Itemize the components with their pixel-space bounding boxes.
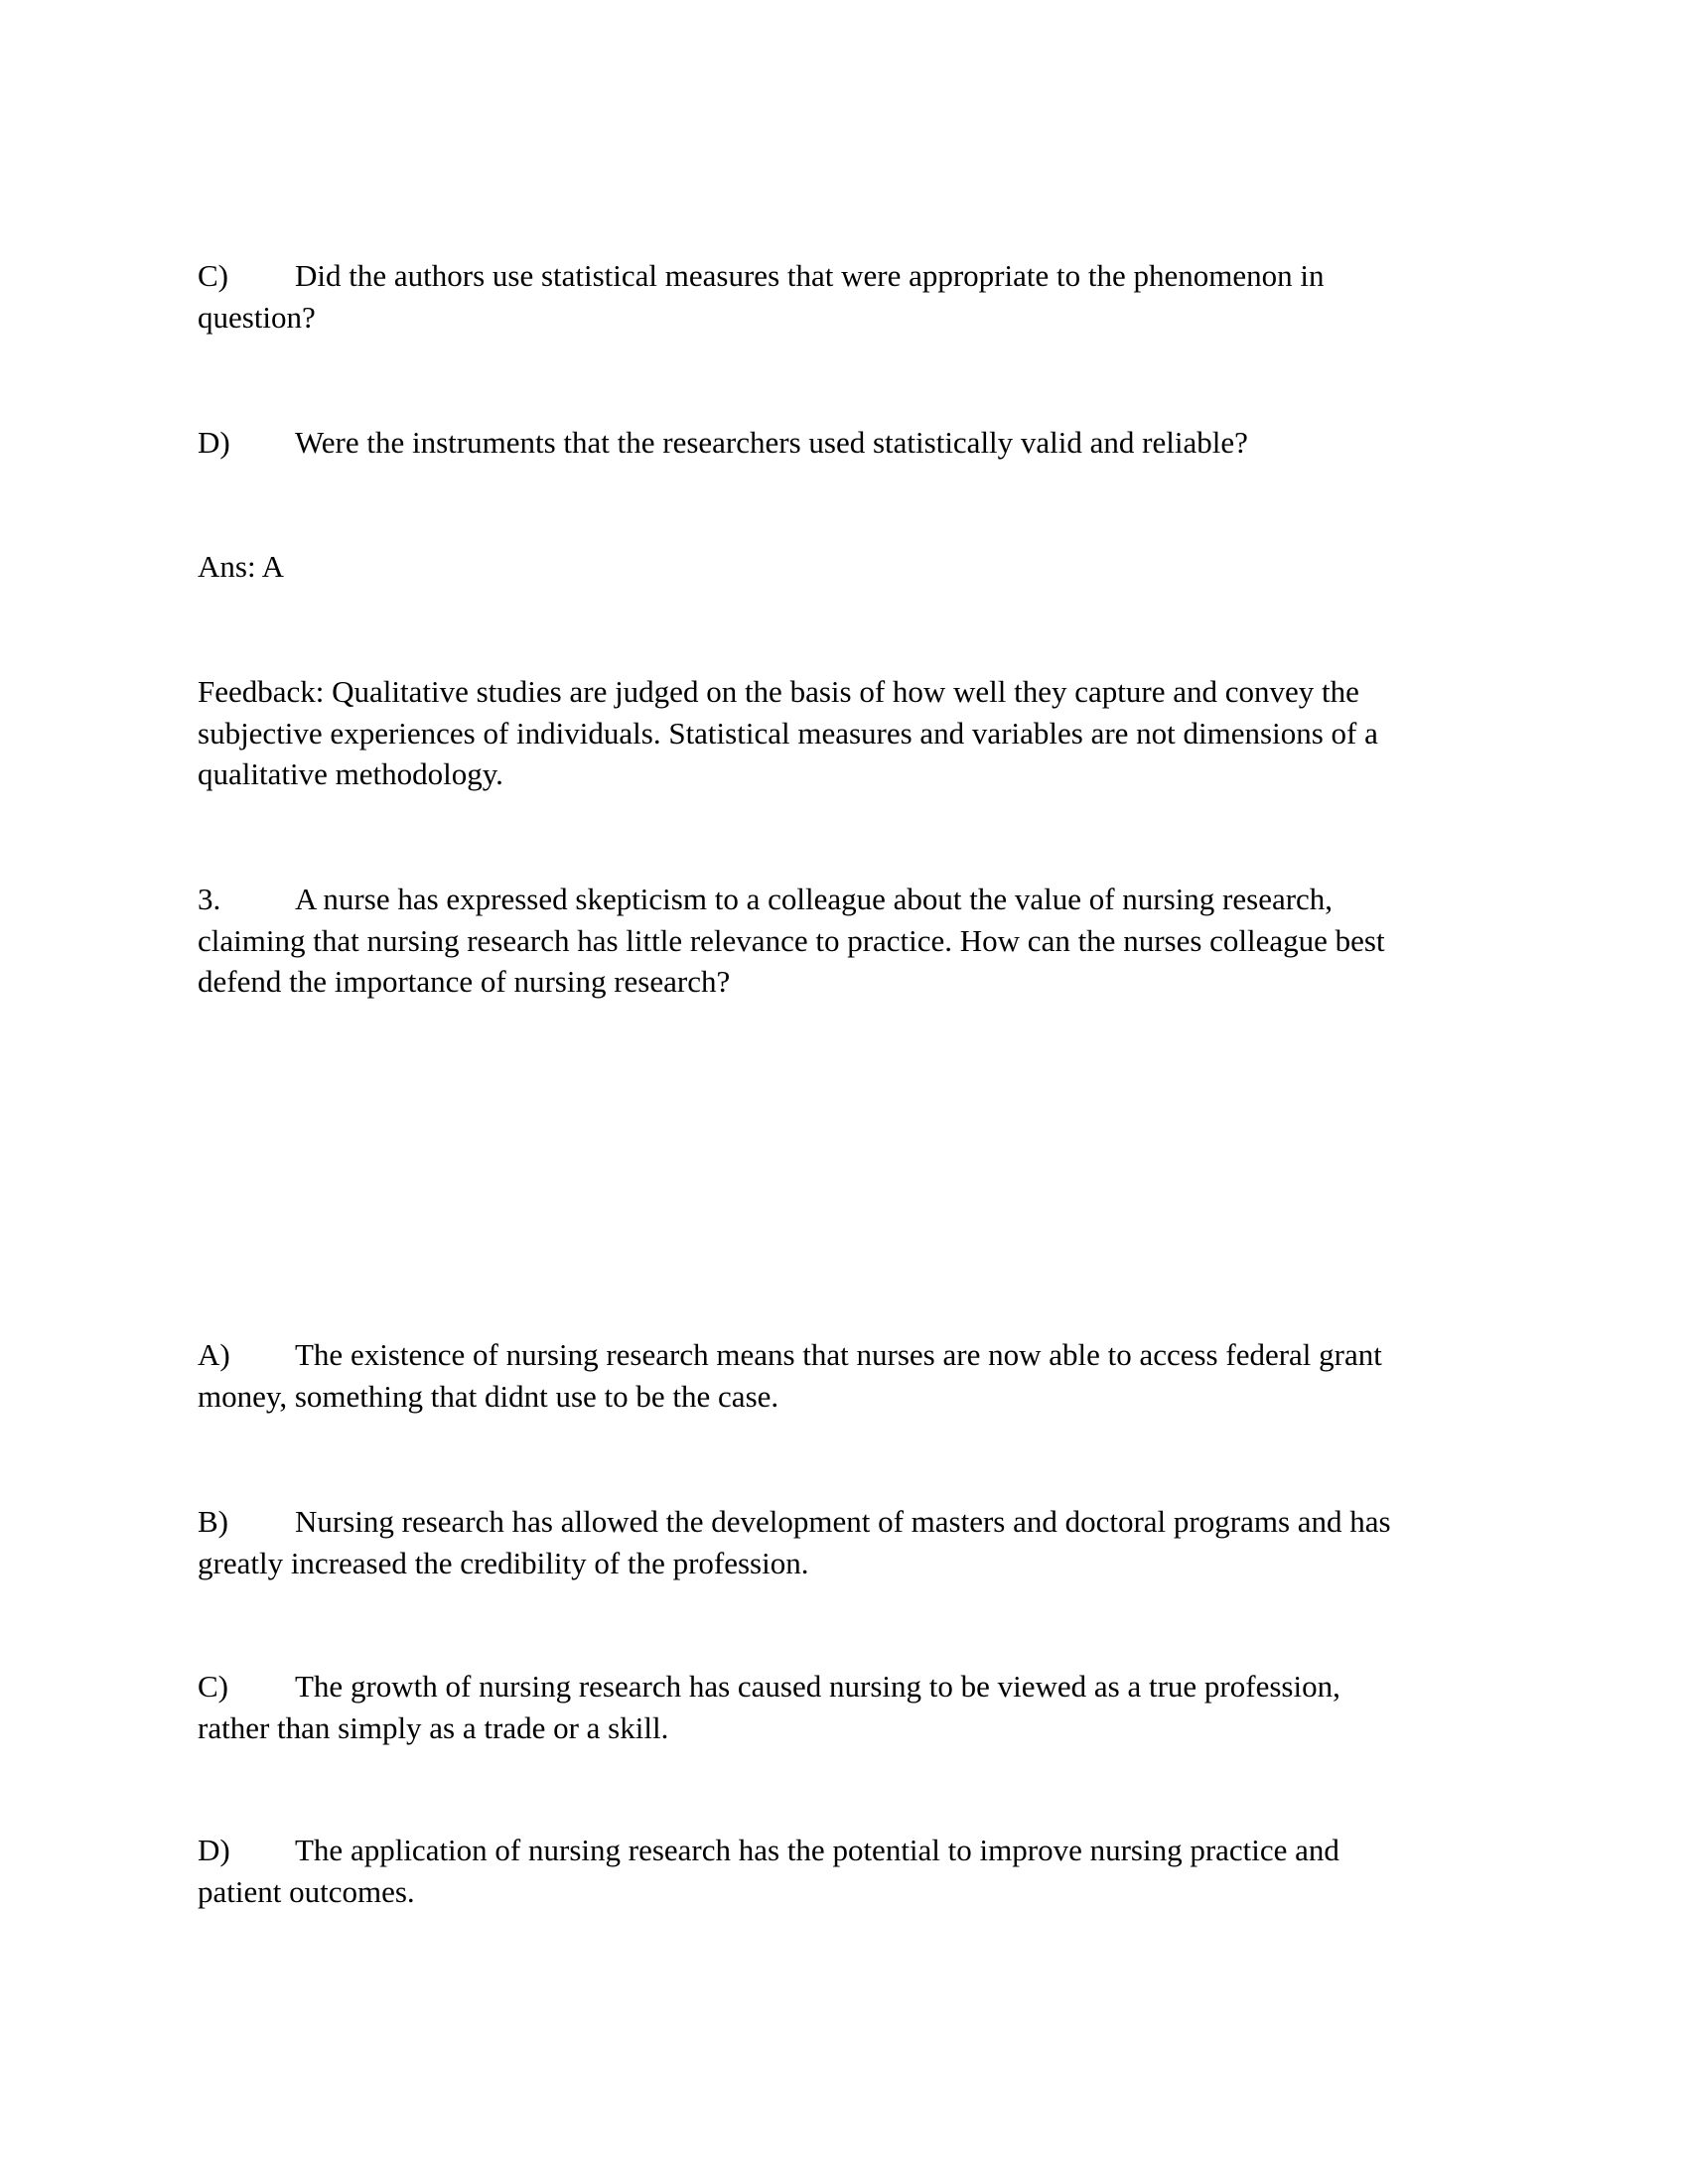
option-text: question? xyxy=(198,299,316,335)
option-text: patient outcomes. xyxy=(198,1873,415,1909)
feedback-line: qualitative methodology. xyxy=(198,756,503,791)
q3-option-b xyxy=(198,1501,1488,1583)
option-text: rather than simply as a trade or a skill. xyxy=(198,1709,669,1745)
q2-feedback xyxy=(198,671,1488,795)
option-text: Did the authors use statistical measures that were appropriate to the phenomenon in xyxy=(295,258,1325,293)
question-number: 3. xyxy=(198,882,221,916)
q2-option-d xyxy=(198,422,1488,464)
question-text: claiming that nursing research has little relevance to practice. How can the nurses colleague best xyxy=(198,922,1385,958)
option-label: D) xyxy=(198,425,230,460)
q2-answer xyxy=(198,546,1488,588)
feedback-line: subjective experiences of individuals. Statistical measures and variables are not dimensions of a xyxy=(198,715,1378,751)
option-text: The application of nursing research has the potential to improve nursing practice and xyxy=(295,1833,1339,1867)
question-text: A nurse has expressed skepticism to a colleague about the value of nursing research, xyxy=(295,882,1334,916)
option-text: The existence of nursing research means that nurses are now able to access federal grant xyxy=(295,1337,1382,1372)
option-text: Were the instruments that the researchers used statistically valid and reliable? xyxy=(295,425,1248,460)
option-label: C) xyxy=(198,258,228,293)
answer-text: Ans: A xyxy=(198,549,284,584)
option-label: A) xyxy=(198,1337,230,1372)
option-text: Nursing research has allowed the development of masters and doctoral programs and has xyxy=(295,1504,1391,1539)
option-text: The growth of nursing research has caused nursing to be viewed as a true profession, xyxy=(295,1669,1340,1704)
question-3 xyxy=(198,879,1488,1003)
q3-option-a xyxy=(198,1334,1488,1417)
q2-option-c xyxy=(198,255,1488,338)
option-label: D) xyxy=(198,1833,230,1867)
option-label: B) xyxy=(198,1504,228,1539)
q3-option-d xyxy=(198,1830,1488,1912)
option-text: greatly increased the credibility of the profession. xyxy=(198,1545,809,1580)
feedback-line: Feedback: Qualitative studies are judged on the basis of how well they capture and convey the xyxy=(198,674,1359,709)
option-label: C) xyxy=(198,1669,228,1704)
q3-option-c xyxy=(198,1666,1488,1748)
option-text: money, something that didnt use to be the case. xyxy=(198,1378,779,1414)
question-text: defend the importance of nursing research? xyxy=(198,964,731,999)
